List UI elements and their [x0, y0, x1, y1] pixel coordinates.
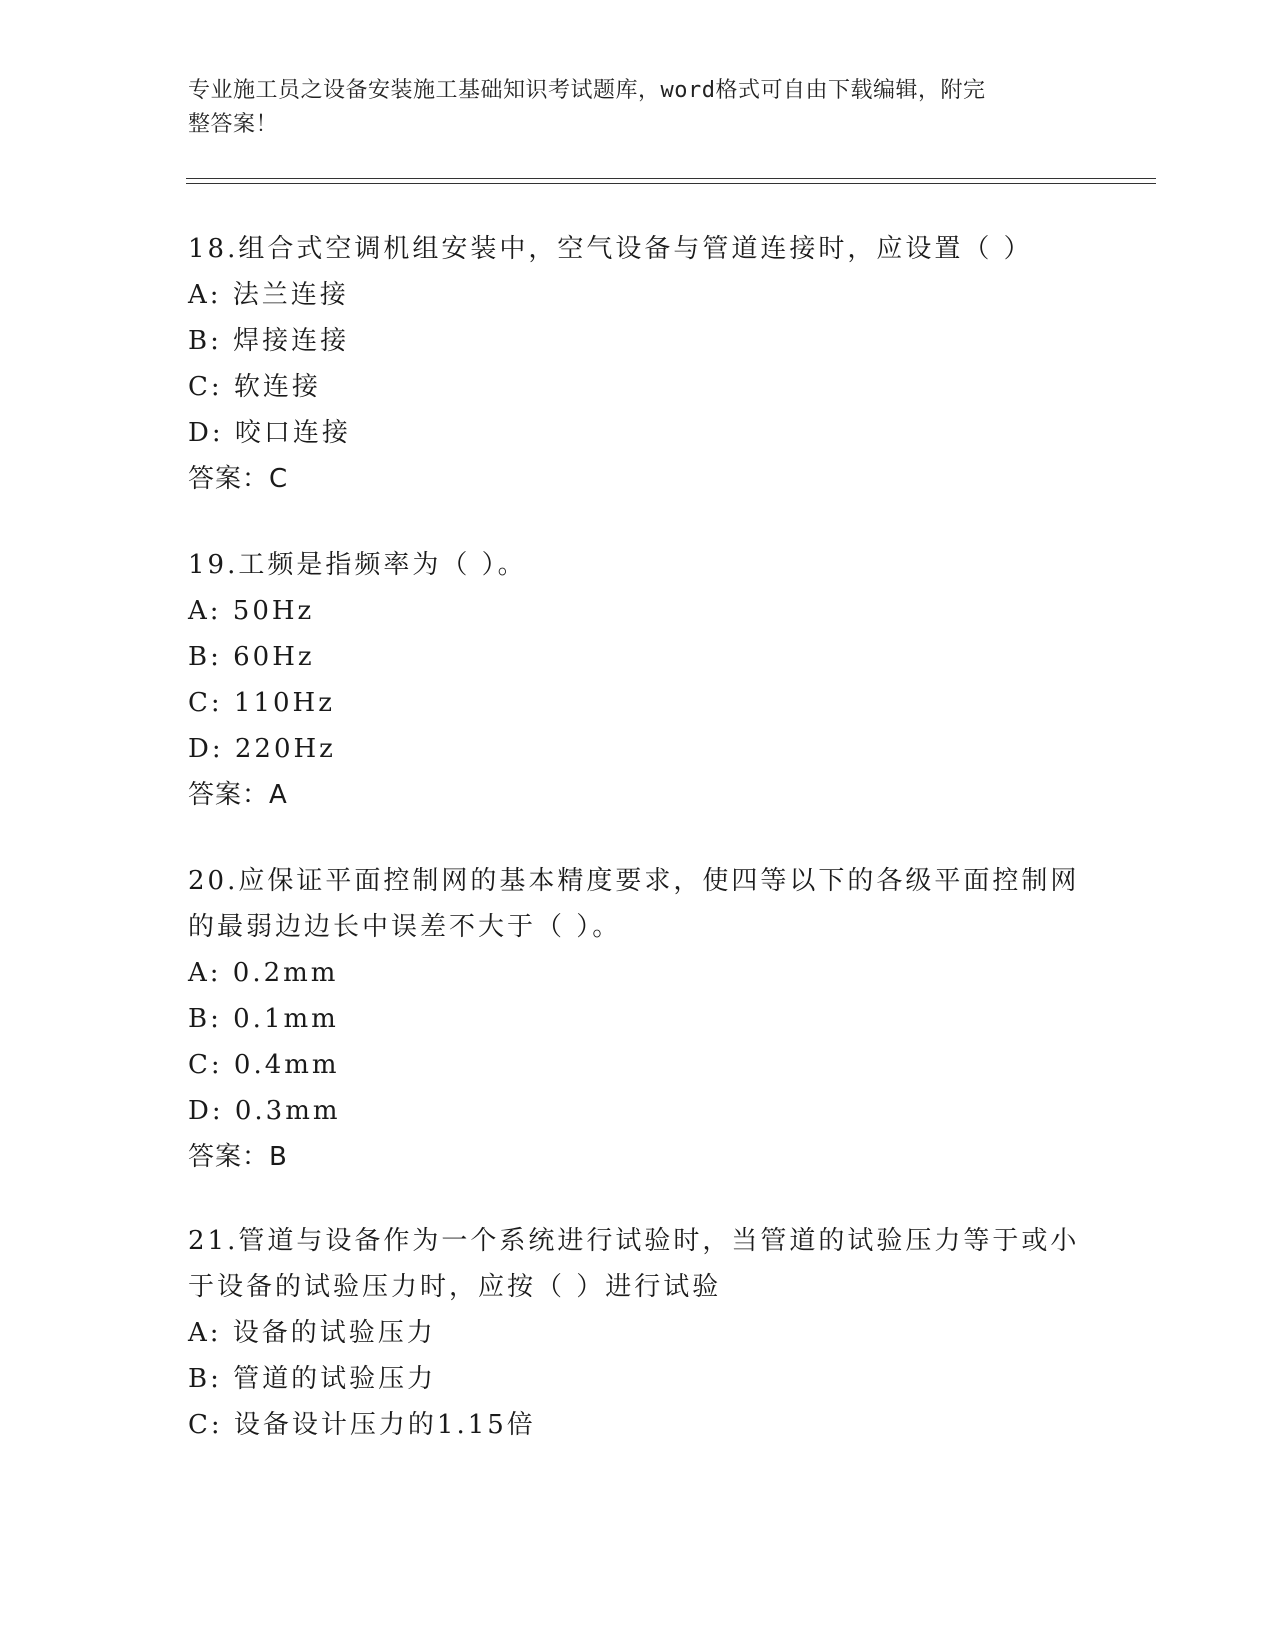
- option-c: C: 设备设计压力的1.15倍: [188, 1410, 536, 1440]
- document-header: [188, 74, 1068, 142]
- option-a: A: 设备的试验压力: [188, 1318, 436, 1348]
- answer: 答案：B: [188, 1142, 288, 1172]
- question-20: [188, 858, 1088, 1180]
- question-18: [188, 226, 1088, 502]
- option-d: D: 220Hz: [188, 734, 336, 764]
- option-c: C: 110Hz: [188, 688, 335, 718]
- option-a: A: 法兰连接: [188, 280, 349, 310]
- answer: 答案：A: [188, 780, 288, 810]
- header-line-1: 专业施工员之设备安装施工基础知识考试题库，word格式可自由下载编辑，附完: [188, 78, 986, 103]
- option-d: D: 咬口连接: [188, 418, 351, 448]
- question-stem: 20.应保证平面控制网的基本精度要求，使四等以下的各级平面控制网的最弱边边长中误差不大于（ ）。: [188, 866, 1080, 942]
- header-line-2: 整答案！: [188, 112, 279, 137]
- option-b: B: 0.1mm: [188, 1004, 339, 1034]
- header-divider-top: [186, 178, 1156, 179]
- answer: 答案：C: [188, 464, 289, 494]
- option-c: C: 0.4mm: [188, 1050, 340, 1080]
- option-b: B: 管道的试验压力: [188, 1364, 437, 1394]
- header-divider-bottom: [186, 183, 1156, 184]
- option-a: A: 50Hz: [188, 596, 315, 626]
- question-21: [188, 1218, 1088, 1448]
- question-stem: 21.管道与设备作为一个系统进行试验时，当管道的试验压力等于或小于设备的试验压力时，应按（ ）进行试验: [188, 1226, 1080, 1302]
- option-a: A: 0.2mm: [188, 958, 339, 988]
- option-b: B: 60Hz: [188, 642, 315, 672]
- option-b: B: 焊接连接: [188, 326, 350, 356]
- question-stem: 19.工频是指频率为（ ）。: [188, 550, 527, 580]
- question-19: [188, 542, 1088, 818]
- question-stem: 18.组合式空调机组安装中，空气设备与管道连接时，应设置（ ）: [188, 234, 1033, 264]
- option-d: D: 0.3mm: [188, 1096, 341, 1126]
- option-c: C: 软连接: [188, 372, 321, 402]
